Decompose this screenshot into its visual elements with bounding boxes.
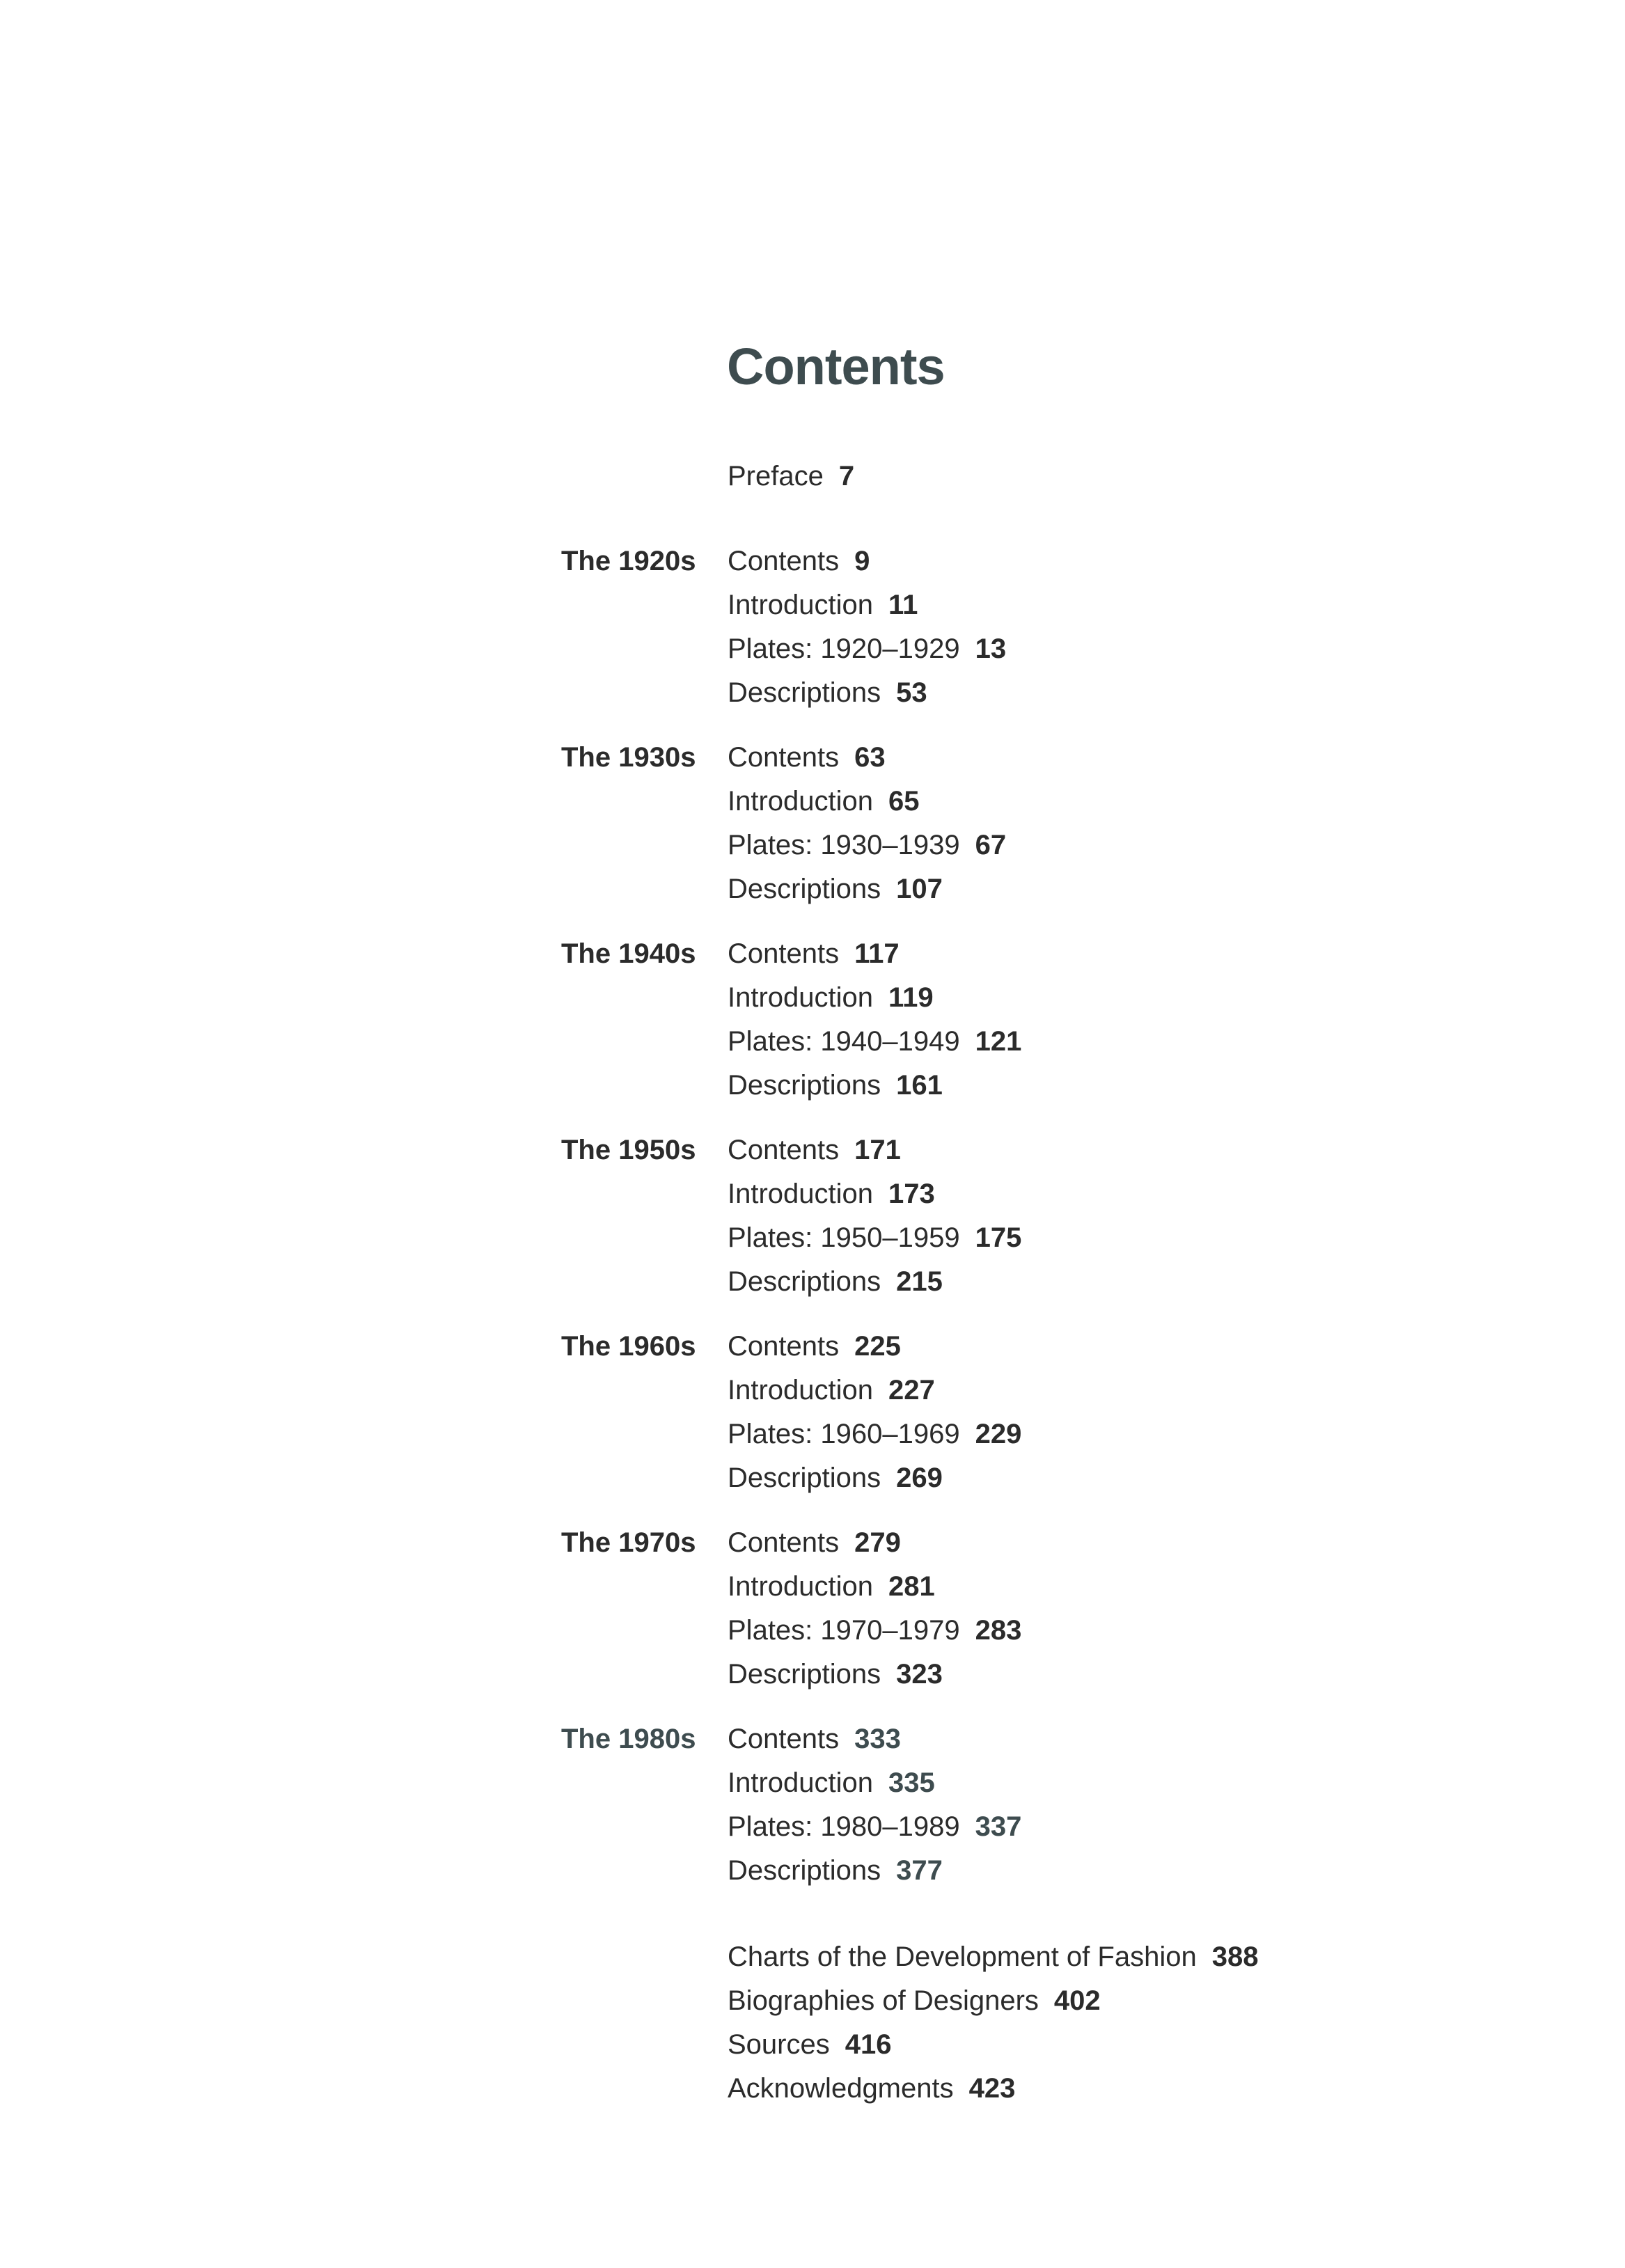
decade-heading-1960s: The 1960s (561, 1331, 696, 1362)
toc-entry[interactable] (728, 1071, 943, 1099)
toc-entry[interactable] (728, 547, 870, 575)
toc-entry[interactable] (728, 831, 1006, 859)
toc-page-number: 11 (888, 590, 918, 620)
toc-page-number: 119 (888, 982, 934, 1013)
toc-page-number: 173 (888, 1179, 935, 1209)
toc-entry[interactable] (728, 1268, 943, 1296)
toc-page-number: 269 (896, 1463, 943, 1493)
toc-page-number: 53 (896, 677, 927, 708)
toc-entry-label: Contents (728, 742, 840, 773)
toc-page-number: 161 (896, 1070, 943, 1101)
toc-page-number: 13 (975, 633, 1007, 664)
toc-entry[interactable] (728, 1573, 935, 1600)
toc-entry-label: Contents (728, 938, 840, 969)
toc-page-number: 416 (845, 2029, 892, 2060)
toc-entry-label: Descriptions (728, 1070, 881, 1101)
toc-entry-label: Introduction (728, 786, 874, 817)
toc-page-number: 63 (854, 742, 886, 773)
toc-page-number: 9 (854, 546, 870, 576)
toc-entry[interactable] (728, 743, 886, 771)
toc-entry[interactable] (728, 1529, 901, 1557)
toc-entry-label: Descriptions (728, 1855, 881, 1886)
toc-entry[interactable] (728, 1136, 901, 1164)
toc-page-number: 283 (975, 1615, 1022, 1646)
toc-entry-label: Biographies of Designers (728, 1985, 1039, 2016)
toc-entry[interactable] (728, 1616, 1021, 1644)
toc-entry[interactable] (728, 1769, 935, 1797)
toc-entry-label: Descriptions (728, 1266, 881, 1297)
decade-heading-1940s: The 1940s (561, 938, 696, 969)
toc-entry-label: Introduction (728, 1571, 874, 1602)
toc-page-number: 423 (968, 2073, 1016, 2104)
toc-entry-label: Contents (728, 1331, 840, 1362)
page-title: Contents (727, 338, 945, 395)
toc-entry-label: Contents (728, 1724, 840, 1754)
toc-entry[interactable] (728, 1224, 1021, 1252)
toc-page-number: 227 (888, 1375, 935, 1405)
toc-entry-acknowledgments[interactable] (728, 2074, 1015, 2102)
toc-entry[interactable] (728, 1332, 901, 1360)
toc-entry-label: Plates: 1940–1949 (728, 1026, 960, 1057)
toc-entry-label: Plates: 1920–1929 (728, 633, 960, 664)
decade-heading-1930s: The 1930s (561, 742, 696, 773)
toc-page-number: 279 (854, 1527, 901, 1558)
toc-page-number: 281 (888, 1571, 935, 1602)
toc-entry-label: Introduction (728, 1179, 874, 1209)
toc-page-number: 388 (1211, 1942, 1259, 1972)
toc-entry-preface[interactable] (728, 462, 854, 490)
toc-entry[interactable] (728, 940, 900, 968)
toc-page-number: 377 (896, 1855, 943, 1886)
toc-page-number: 335 (888, 1767, 935, 1798)
toc-entry-label: Contents (728, 1527, 840, 1558)
toc-page-number: 65 (888, 786, 920, 817)
toc-entry[interactable] (728, 984, 934, 1011)
toc-entry-biographies[interactable] (728, 1987, 1101, 2015)
toc-entry[interactable] (728, 787, 920, 815)
decade-heading-1920s: The 1920s (561, 546, 696, 576)
toc-page-number: 7 (838, 461, 855, 491)
toc-entry-label: Descriptions (728, 1659, 881, 1690)
toc-entry[interactable] (728, 1813, 1021, 1841)
toc-entry-label: Acknowledgments (728, 2073, 954, 2104)
toc-entry-label: Introduction (728, 982, 874, 1013)
toc-entry-label: Introduction (728, 1375, 874, 1405)
toc-entry-label: Plates: 1960–1969 (728, 1419, 960, 1449)
toc-page-number: 337 (975, 1811, 1022, 1842)
toc-entry-label: Descriptions (728, 1463, 881, 1493)
toc-entry-label: Preface (728, 461, 824, 491)
toc-entry[interactable] (728, 1420, 1021, 1448)
toc-page-number: 402 (1053, 1985, 1101, 2016)
toc-entry[interactable] (728, 1464, 943, 1492)
toc-page-number: 225 (854, 1331, 901, 1362)
decade-heading-1950s: The 1950s (561, 1135, 696, 1165)
toc-page-number: 121 (975, 1026, 1022, 1057)
toc-page-number: 215 (896, 1266, 943, 1297)
toc-entry[interactable] (728, 679, 927, 707)
toc-entry-label: Introduction (728, 1767, 874, 1798)
toc-page-number: 117 (854, 938, 900, 969)
toc-entry-label: Plates: 1980–1989 (728, 1811, 960, 1842)
decade-heading-1970s: The 1970s (561, 1527, 696, 1558)
toc-entry[interactable] (728, 1180, 935, 1208)
toc-entry-label: Charts of the Development of Fashion (728, 1942, 1197, 1972)
toc-entry-label: Sources (728, 2029, 830, 2060)
toc-entry-label: Plates: 1930–1939 (728, 830, 960, 860)
toc-page-number: 229 (975, 1419, 1022, 1449)
toc-entry[interactable] (728, 635, 1006, 663)
toc-entry-label: Descriptions (728, 677, 881, 708)
toc-entry[interactable] (728, 875, 943, 903)
toc-entry-label: Descriptions (728, 874, 881, 904)
decade-heading-1980s: The 1980s (561, 1724, 696, 1754)
toc-entry-label: Plates: 1950–1959 (728, 1222, 960, 1253)
toc-entry[interactable] (728, 1660, 943, 1688)
toc-entry-sources[interactable] (728, 2031, 892, 2058)
toc-entry-charts[interactable] (728, 1943, 1258, 1971)
toc-page-number: 333 (854, 1724, 901, 1754)
toc-page-number: 67 (975, 830, 1007, 860)
toc-page-number: 107 (896, 874, 943, 904)
toc-entry-label: Plates: 1970–1979 (728, 1615, 960, 1646)
toc-entry[interactable] (728, 1376, 935, 1404)
toc-page-number: 171 (854, 1135, 901, 1165)
toc-entry[interactable] (728, 1725, 901, 1753)
toc-entry-label: Contents (728, 546, 840, 576)
toc-entry[interactable] (728, 1857, 943, 1884)
toc-entry[interactable] (728, 1027, 1021, 1055)
toc-page-number: 323 (896, 1659, 943, 1690)
toc-entry-label: Contents (728, 1135, 840, 1165)
toc-entry[interactable] (728, 591, 918, 619)
toc-page-number: 175 (975, 1222, 1022, 1253)
toc-entry-label: Introduction (728, 590, 874, 620)
